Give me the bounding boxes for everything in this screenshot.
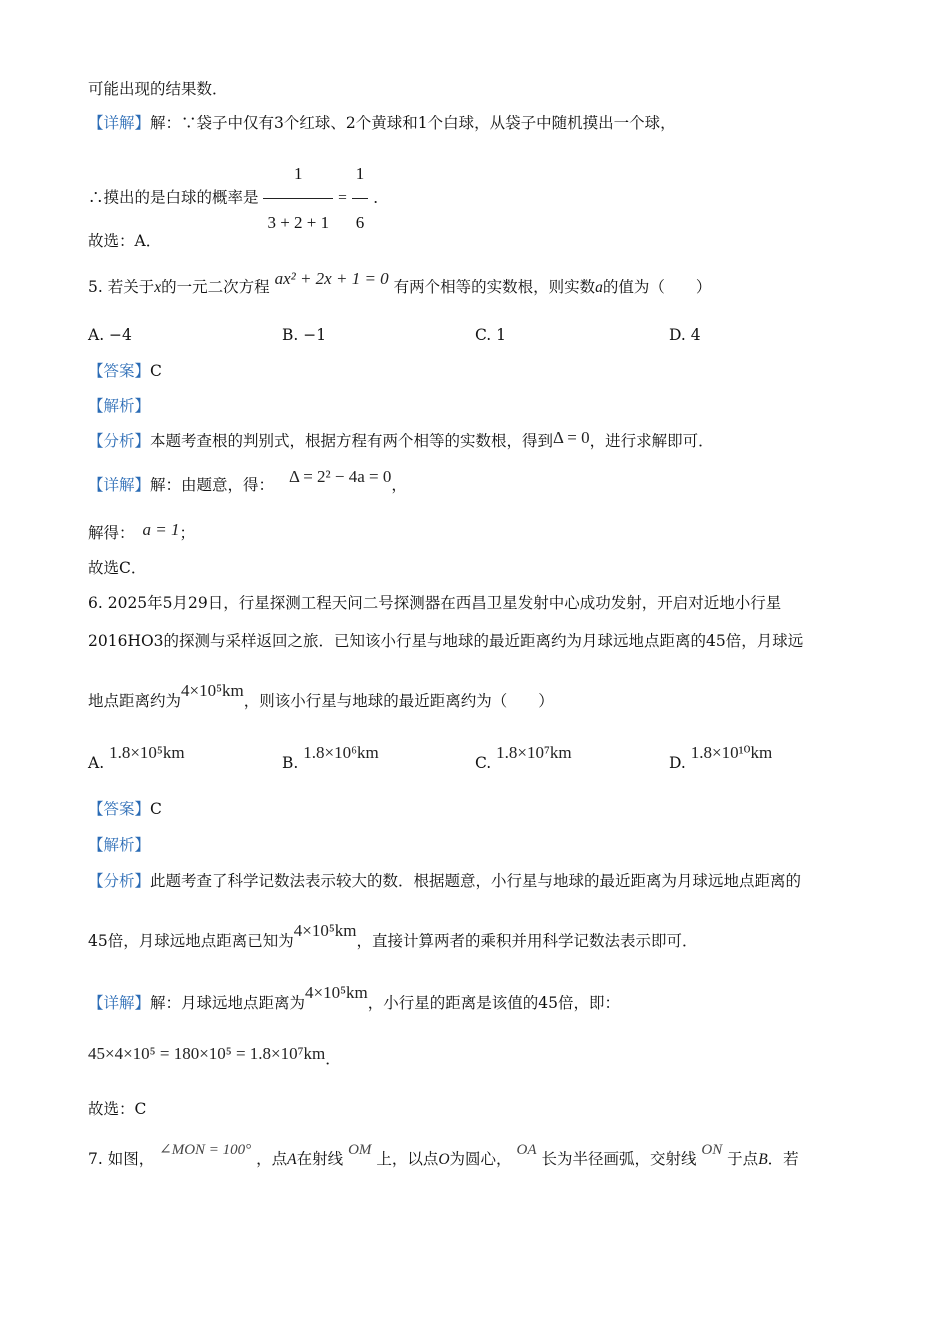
q5-option-c: C. 1 (475, 326, 507, 344)
fraction-1: $\frac{1}{3 + 2 + 1}$ (263, 150, 333, 247)
q6-option-a: A. 1.8×10⁵km (88, 743, 185, 772)
q6-analysis-tag: 【解析】 (88, 836, 151, 854)
question-6-line-1: 6. 2025年5月29日，行星探测工程天问二号探测器在西昌卫星发射中心成功发射，开启对近地小行星 (88, 594, 782, 612)
q6-option-d: D. 1.8×10¹⁰km (669, 743, 773, 772)
q6-option-c: C. 1.8×10⁷km (475, 743, 572, 772)
solution-detail: 【详解】解：∵袋子中仅有3个红球、2个黄球和1个白球，从袋子中随机摸出一个球， (88, 114, 676, 132)
question-6-line-3: 地点距离约为4×10⁵km，则该小行星与地球的最近距离约为（ ） (88, 681, 554, 710)
probability-line: ∴摸出的是白球的概率是 $\frac{1}{3 + 2 + 1}$ = $\frac{1}{6}$ ． (88, 150, 389, 247)
q6-analysis-2: 45倍，月球远地点距离已知为4×10⁵km，直接计算两者的乘积并用科学记数法表示即可． (88, 921, 698, 950)
q5-solve: 解得： a = 1； (88, 520, 196, 542)
q6-analysis: 【分析】此题考查了科学记数法表示较大的数．根据题意，小行星与地球的最近距离为月球远地点距离的 (88, 872, 802, 890)
answer-choice-line: 故选：A． (88, 232, 162, 250)
q5-answer: 【答案】C (88, 362, 162, 380)
q6-option-b: B. 1.8×10⁶km (282, 743, 379, 772)
q6-detail: 【详解】解：月球远地点距离为4×10⁵km，小行星的距离是该值的45倍，即： (88, 983, 621, 1012)
q6-calculation: 45×4×10⁵ = 180×10⁵ = 1.8×10⁷km． (88, 1044, 341, 1068)
q6-answer: 【答案】C (88, 800, 162, 818)
q5-detail: 【详解】解：由题意，得： Δ = 2² − 4a = 0， (88, 467, 407, 494)
q5-choice: 故选C． (88, 559, 147, 577)
equation-q5: ax² + 2x + 1 = 0 (274, 269, 389, 288)
fraction-2: $\frac{1}{6}$ (352, 150, 369, 247)
q5-option-d: D. 4 (669, 326, 701, 344)
text-line-1: 可能出现的结果数． (88, 80, 228, 98)
question-5: 5. 若关于x的一元二次方程 ax² + 2x + 1 = 0 有两个相等的实数根，则实数a的值为（ ） (88, 269, 712, 296)
question-7: 7. 如图， ∠MON = 100° ，点A在射线 OM 上，以点O为圆心， OA 长为半径画弧，交射线 ON 于点B．若 (88, 1142, 799, 1168)
q5-option-a: A. −4 (88, 326, 132, 344)
q5-analysis-tag: 【解析】 (88, 397, 151, 415)
question-6-line-2: 2016HO3的探测与采样返回之旅．已知该小行星与地球的最近距离约为月球远地点距离的45倍，月球远 (88, 632, 804, 650)
q5-analysis: 【分析】本题考查根的判别式，根据方程有两个相等的实数根，得到Δ = 0，进行求解即可． (88, 428, 714, 450)
detail-tag: 【详解】 (88, 114, 151, 132)
q5-option-b: B. −1 (282, 326, 327, 344)
q6-choice: 故选：C (88, 1100, 147, 1118)
